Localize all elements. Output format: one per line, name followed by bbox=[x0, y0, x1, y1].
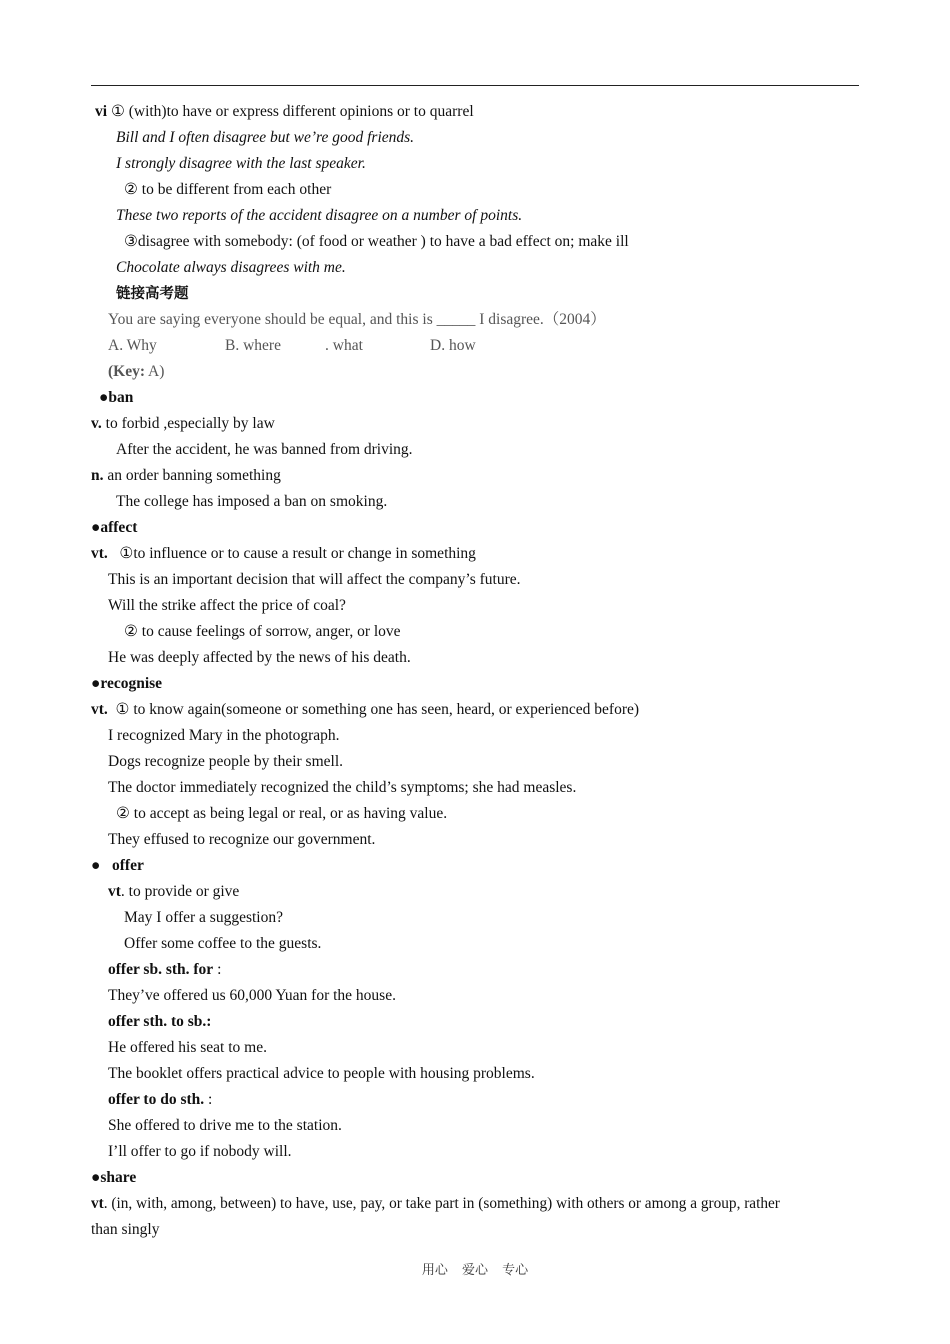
example-line: May I offer a suggestion? bbox=[124, 909, 283, 926]
example-line: She offered to drive me to the station. bbox=[108, 1117, 342, 1134]
headword: ●affect bbox=[91, 519, 138, 536]
section-heading: 链接高考题 bbox=[116, 286, 189, 302]
def-line: vt. ① to know again(someone or something one has seen, heard, or experienced before) bbox=[91, 701, 640, 718]
headword: ●ban bbox=[99, 389, 134, 406]
exam-options bbox=[0, 333, 950, 359]
example-line: He was deeply affected by the news of his death. bbox=[108, 649, 411, 666]
example-line: These two reports of the accident disagree on a number of points. bbox=[116, 207, 523, 224]
answer-key: (Key: A) bbox=[108, 363, 165, 380]
def-line: vt. ①to influence or to cause a result or change in something bbox=[91, 545, 476, 562]
example-line: Will the strike affect the price of coal? bbox=[108, 597, 346, 614]
def-line: n. an order banning something bbox=[91, 467, 281, 484]
example-line: I’ll offer to go if nobody will. bbox=[108, 1143, 292, 1160]
def-line: v. to forbid ,especially by law bbox=[91, 415, 275, 432]
example-line: Bill and I often disagree but we’re good friends. bbox=[116, 129, 415, 146]
option-d: D. how bbox=[430, 337, 476, 354]
example-line: He offered his seat to me. bbox=[108, 1039, 267, 1056]
example-line: Chocolate always disagrees with me. bbox=[116, 259, 346, 276]
def-line: vi ① (with)to have or express different opinions or to quarrel bbox=[95, 103, 474, 120]
example-line: I strongly disagree with the last speaker. bbox=[116, 155, 366, 172]
phrase-line: offer sb. sth. for : bbox=[108, 961, 222, 978]
page-footer: 用心 爱心 专心 bbox=[421, 1263, 529, 1278]
headword: ● offer bbox=[91, 857, 144, 874]
example-line: Offer some coffee to the guests. bbox=[124, 935, 322, 952]
def-line: than singly bbox=[91, 1221, 160, 1238]
option-c: . what bbox=[325, 337, 363, 354]
def-line: ② to accept as being legal or real, or as having value. bbox=[116, 805, 448, 822]
example-line: Dogs recognize people by their smell. bbox=[108, 753, 344, 770]
option-a: A. Why bbox=[108, 337, 157, 354]
example-line: The booklet offers practical advice to people with housing problems. bbox=[108, 1065, 535, 1082]
def-line: vt. to provide or give bbox=[108, 883, 240, 900]
def-line: ③disagree with somebody: (of food or weather ) to have a bad effect on; make ill bbox=[124, 233, 629, 250]
example-line: This is an important decision that will affect the company’s future. bbox=[108, 571, 521, 588]
example-line: After the accident, he was banned from driving. bbox=[116, 441, 413, 458]
phrase-line: offer sth. to sb.: bbox=[108, 1013, 212, 1030]
phrase-line: offer to do sth. : bbox=[108, 1091, 213, 1108]
header-rule bbox=[91, 85, 859, 86]
def-line: vt. (in, with, among, between) to have, use, pay, or take part in (something) with others or among a group, rather bbox=[91, 1195, 780, 1212]
example-line: They’ve offered us 60,000 Yuan for the house. bbox=[108, 987, 396, 1004]
example-line: The doctor immediately recognized the child’s symptoms; she had measles. bbox=[108, 779, 577, 796]
option-b: B. where bbox=[225, 337, 281, 354]
example-line: The college has imposed a ban on smoking. bbox=[116, 493, 388, 510]
example-line: They effused to recognize our government. bbox=[108, 831, 376, 848]
headword: ●recognise bbox=[91, 675, 163, 692]
def-line: ② to cause feelings of sorrow, anger, or love bbox=[124, 623, 401, 640]
headword: ●share bbox=[91, 1169, 137, 1186]
exam-question: You are saying everyone should be equal, and this is _____ I disagree.（2004） bbox=[108, 311, 606, 328]
example-line: I recognized Mary in the photograph. bbox=[108, 727, 340, 744]
def-line: ② to be different from each other bbox=[124, 181, 332, 198]
